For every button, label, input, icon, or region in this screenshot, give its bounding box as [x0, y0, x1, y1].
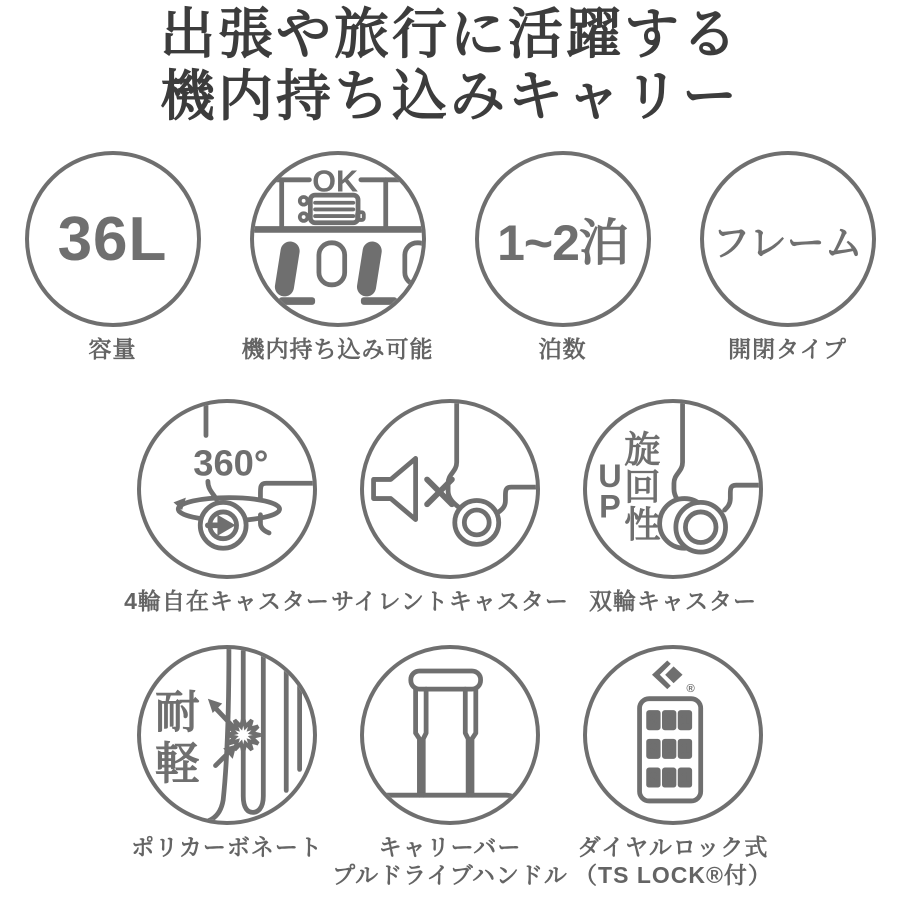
- carry-on-circle: [250, 151, 426, 327]
- capacity-value: 36L: [57, 204, 168, 274]
- swivel-casters-circle: [137, 399, 317, 579]
- feature-open-type: [675, 151, 900, 363]
- feature-row-3: [0, 645, 900, 888]
- feature-row-1: [0, 151, 900, 363]
- feature-carry-on: [225, 151, 450, 363]
- double-wheel-label: 双輪キャスター: [589, 588, 757, 615]
- telescopic-handle-icon: [364, 649, 536, 821]
- cabin-ok-icon: [254, 155, 422, 323]
- carry-bar-label-line2: プルドライブハンドル: [332, 861, 568, 888]
- rotation-char-2: 回: [624, 466, 661, 508]
- swivel-360-value: 360°: [193, 442, 269, 484]
- feature-nights: [450, 151, 675, 363]
- rotation-char-1: 旋: [624, 429, 661, 471]
- dial-lock-label-line1: ダイヤルロック式: [577, 834, 769, 861]
- ts-lock-logo-icon: [652, 661, 683, 690]
- feature-silent-casters: [331, 399, 569, 615]
- durable-light-shell-icon: [141, 649, 313, 821]
- dial-lock-circle: [583, 645, 763, 825]
- double-wheel-circle: [583, 399, 763, 579]
- nights-value: 1~2泊: [497, 215, 628, 272]
- open-type-value: フレーム: [712, 222, 863, 265]
- dial-digit: 1: [680, 741, 690, 759]
- feature-dial-lock: [562, 645, 785, 888]
- registered-mark: ®: [686, 683, 695, 696]
- dial-digit: 1: [680, 712, 690, 730]
- feature-carry-bar: [332, 645, 568, 888]
- feature-double-wheel-casters: [562, 399, 785, 615]
- muted-speaker-caster-icon: [364, 403, 536, 575]
- dial-lock-icon: [587, 649, 759, 821]
- feature-polycarbonate: [116, 645, 339, 888]
- swivel-casters-label: 4輪自在キャスター: [124, 588, 330, 615]
- dial-digit: 1: [680, 770, 690, 788]
- open-type-label: 開閉タイプ: [728, 336, 847, 363]
- capacity-label: 容量: [88, 336, 137, 363]
- carry-on-label: 機内持ち込み可能: [241, 336, 434, 363]
- swivel-360-caster-icon: [141, 403, 313, 575]
- title-line-2: 機内持ち込みキャリー: [159, 64, 740, 127]
- nights-label: 泊数: [538, 336, 587, 363]
- dial-digit: 9: [649, 741, 658, 759]
- dial-digit: 0: [664, 741, 674, 759]
- open-type-circle: [700, 151, 876, 327]
- polycarbonate-label: ポリカーボネート: [131, 834, 323, 861]
- capacity-circle: [25, 151, 201, 327]
- page-title: [0, 0, 900, 127]
- ok-badge: OK: [311, 164, 358, 199]
- feature-row-2: [0, 399, 900, 615]
- feature-swivel-casters: [116, 399, 339, 615]
- rotation-char-3: 性: [624, 504, 661, 546]
- nights-circle: [475, 151, 651, 327]
- dial-lock-label-line2: （TS LOCK®付）: [574, 861, 772, 888]
- carry-bar-label: [332, 834, 568, 888]
- double-wheel-caster-icon: [587, 403, 759, 575]
- dial-digit: 9: [649, 770, 658, 788]
- silent-casters-circle: [360, 399, 540, 579]
- dial-digit: 9: [649, 712, 658, 730]
- dial-digit: 0: [664, 712, 674, 730]
- kanji-light: 軽: [154, 738, 200, 790]
- kanji-durable: 耐: [154, 686, 200, 738]
- title-line-1: 出張や旅行に活躍する: [159, 3, 740, 65]
- feature-capacity: [0, 151, 225, 363]
- dial-lock-label: [574, 834, 772, 888]
- polycarbonate-circle: [137, 645, 317, 825]
- carry-bar-label-line1: キャリーバー: [378, 834, 522, 861]
- up-char-p: P: [599, 488, 621, 525]
- up-char-u: U: [598, 458, 622, 495]
- speaker-icon: [374, 459, 416, 520]
- silent-casters-label: サイレントキャスター: [331, 588, 569, 615]
- carry-bar-circle: [360, 645, 540, 825]
- dial-digit: 0: [664, 770, 674, 788]
